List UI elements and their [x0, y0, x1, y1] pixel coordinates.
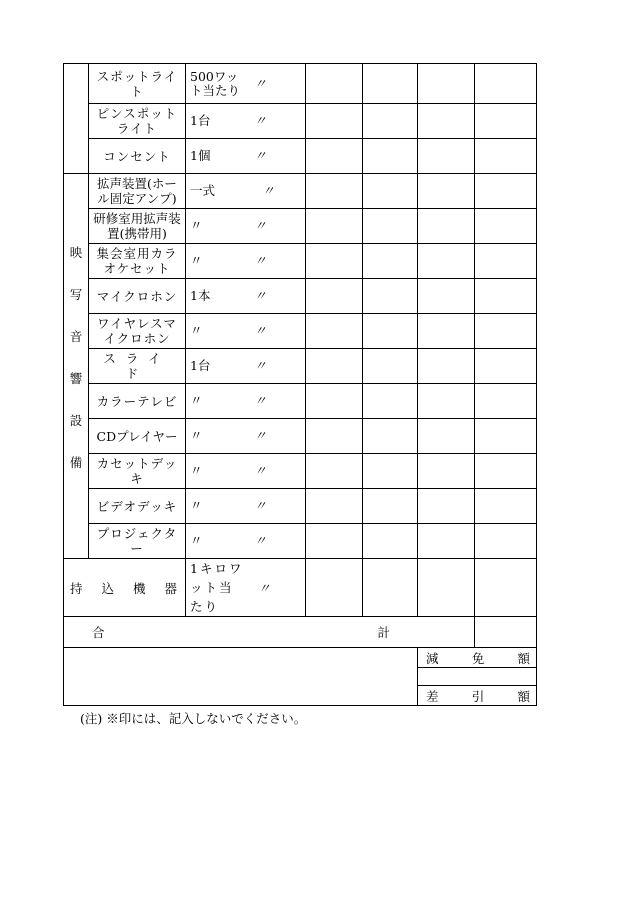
category-char: 音	[69, 329, 83, 344]
ditto-mark: 〃	[254, 533, 267, 548]
ditto-mark: 〃	[254, 358, 267, 373]
item-unit-cell	[186, 139, 306, 174]
item-unit: 一式	[190, 183, 216, 198]
fee-cell[interactable]	[363, 174, 418, 209]
ditto-mark: 〃	[254, 463, 267, 478]
table-row	[64, 244, 537, 279]
item-name: ワイヤレスマイクロホン	[89, 314, 186, 349]
item-name: 拡声装置(ホール固定アンプ)	[89, 174, 186, 209]
av-category-cell	[64, 174, 89, 559]
fee-cell[interactable]	[475, 384, 537, 419]
ditto-mark: 〃	[262, 183, 275, 198]
fee-cell[interactable]	[475, 244, 537, 279]
item-unit: 〃	[190, 218, 203, 233]
fee-cell[interactable]	[306, 524, 363, 559]
lighting-category-cell	[64, 64, 89, 174]
fee-cell[interactable]	[475, 174, 537, 209]
fee-cell[interactable]	[363, 314, 418, 349]
category-char: 備	[69, 455, 83, 470]
table-row	[64, 454, 537, 489]
fee-cell[interactable]	[475, 139, 537, 174]
item-unit-cell	[186, 244, 306, 279]
table-row	[64, 524, 537, 559]
table-row	[64, 139, 537, 174]
item-unit-cell	[186, 489, 306, 524]
ditto-mark: 〃	[254, 113, 267, 128]
fee-cell[interactable]	[363, 104, 418, 139]
item-unit-cell	[186, 209, 306, 244]
fee-cell[interactable]	[418, 419, 475, 454]
exemption-label-cell	[418, 648, 537, 668]
ditto-mark: 〃	[254, 428, 267, 443]
fee-cell[interactable]	[363, 349, 418, 384]
item-unit-cell	[186, 314, 306, 349]
item-unit: 〃	[190, 253, 203, 268]
exemption-value-cell[interactable]	[418, 668, 537, 686]
fee-cell[interactable]	[363, 244, 418, 279]
item-name: スライド	[89, 349, 186, 384]
fee-cell[interactable]	[418, 559, 475, 617]
fee-table	[63, 63, 537, 706]
carry-in-char: 機	[132, 580, 146, 596]
fee-cell[interactable]	[363, 64, 418, 104]
exemption-char: 減	[426, 650, 439, 666]
carry-in-label	[64, 559, 186, 617]
fee-cell[interactable]	[475, 489, 537, 524]
fee-cell[interactable]	[418, 174, 475, 209]
item-name: コンセント	[89, 139, 186, 174]
fee-cell[interactable]	[475, 64, 537, 104]
item-unit-cell	[186, 174, 306, 209]
item-unit-cell	[186, 454, 306, 489]
item-unit: 〃	[190, 428, 203, 443]
fee-cell[interactable]	[418, 209, 475, 244]
fee-cell[interactable]	[418, 524, 475, 559]
table-row	[64, 559, 537, 617]
table-row	[64, 104, 537, 139]
item-unit-cell	[186, 419, 306, 454]
ditto-mark: 〃	[254, 323, 267, 338]
fee-cell[interactable]	[363, 524, 418, 559]
category-char: 響	[69, 371, 83, 386]
item-unit-cell	[186, 64, 306, 104]
item-unit: 〃	[190, 393, 203, 408]
item-unit: 1本	[190, 288, 211, 303]
fee-cell[interactable]	[306, 349, 363, 384]
table-row	[64, 174, 537, 209]
table-row	[64, 314, 537, 349]
item-unit: 〃	[190, 533, 203, 548]
item-name: ピンスポットライト	[89, 104, 186, 139]
table-row	[64, 419, 537, 454]
total-label-left: 合	[92, 625, 105, 640]
fee-cell[interactable]	[418, 489, 475, 524]
fee-cell[interactable]	[306, 244, 363, 279]
fee-cell[interactable]	[363, 419, 418, 454]
item-unit-cell	[186, 559, 306, 617]
item-unit-cell	[186, 104, 306, 139]
fee-cell[interactable]	[418, 454, 475, 489]
fee-cell[interactable]	[363, 139, 418, 174]
fee-cell[interactable]	[418, 139, 475, 174]
fee-cell[interactable]	[363, 384, 418, 419]
item-unit-cell	[186, 384, 306, 419]
ditto-mark: 〃	[254, 148, 267, 163]
table-row	[64, 279, 537, 314]
item-unit-cell	[186, 279, 306, 314]
item-name: 研修室用拡声装置(携帯用)	[89, 209, 186, 244]
fee-cell[interactable]	[418, 349, 475, 384]
category-char: 設	[69, 413, 83, 428]
fee-cell[interactable]	[363, 279, 418, 314]
item-unit: 1台	[190, 358, 211, 373]
fee-cell[interactable]	[418, 384, 475, 419]
total-label-right: 計	[377, 625, 390, 640]
table-row	[64, 64, 537, 104]
item-unit: 1個	[190, 148, 211, 163]
item-name: スポットライト	[89, 64, 186, 104]
total-row	[64, 617, 537, 648]
table-row	[64, 209, 537, 244]
category-char: 写	[69, 287, 83, 302]
fee-cell[interactable]	[363, 559, 418, 617]
table-row	[64, 648, 537, 668]
item-unit: 1台	[190, 113, 211, 128]
category-char: 映	[69, 245, 83, 260]
remarks-cell[interactable]	[64, 648, 418, 706]
item-name: カセットデッキ	[89, 454, 186, 489]
table-row	[64, 349, 537, 384]
fee-cell[interactable]	[306, 139, 363, 174]
footnote: (注) ※印には、記入しないでください。	[80, 711, 307, 726]
item-name: ビデオデッキ	[89, 489, 186, 524]
item-unit: 1キロワット当たり	[190, 561, 244, 614]
item-name: マイクロホン	[89, 279, 186, 314]
item-unit: 〃	[190, 498, 203, 513]
fee-cell[interactable]	[363, 489, 418, 524]
item-unit: 〃	[190, 323, 203, 338]
fee-cell[interactable]	[475, 279, 537, 314]
item-name: 集会室用カラオケセット	[89, 244, 186, 279]
fee-cell[interactable]	[475, 419, 537, 454]
fee-cell[interactable]	[306, 209, 363, 244]
fee-cell[interactable]	[306, 174, 363, 209]
fee-cell[interactable]	[363, 209, 418, 244]
ditto-mark: 〃	[254, 253, 267, 268]
item-name: カラーテレビ	[89, 384, 186, 419]
item-unit-cell	[186, 524, 306, 559]
fee-cell[interactable]	[475, 524, 537, 559]
item-name: CDプレイヤー	[89, 419, 186, 454]
fee-cell[interactable]	[306, 279, 363, 314]
fee-cell[interactable]	[418, 244, 475, 279]
fee-cell[interactable]	[306, 419, 363, 454]
fee-cell[interactable]	[306, 384, 363, 419]
total-label-cell	[64, 617, 475, 648]
fee-cell[interactable]	[306, 559, 363, 617]
balance-label-cell	[418, 686, 537, 706]
balance-char: 額	[517, 688, 530, 704]
ditto-mark: 〃	[254, 288, 267, 303]
fee-cell[interactable]	[418, 279, 475, 314]
exemption-char: 免	[471, 650, 485, 666]
item-unit: 〃	[190, 463, 203, 478]
ditto-mark: 〃	[254, 498, 267, 513]
carry-in-char: 器	[164, 580, 177, 596]
carry-in-char: 込	[101, 580, 114, 596]
exemption-char: 額	[517, 650, 530, 666]
fee-cell[interactable]	[306, 454, 363, 489]
balance-char: 差	[426, 688, 439, 704]
table-row	[64, 489, 537, 524]
fee-cell[interactable]	[306, 104, 363, 139]
fee-cell[interactable]	[418, 104, 475, 139]
fee-cell[interactable]	[306, 489, 363, 524]
fee-cell[interactable]	[475, 454, 537, 489]
fee-cell[interactable]	[306, 64, 363, 104]
fee-cell[interactable]	[475, 209, 537, 244]
fee-cell[interactable]	[363, 454, 418, 489]
fee-cell[interactable]	[306, 314, 363, 349]
ditto-mark: 〃	[254, 75, 267, 91]
ditto-mark: 〃	[254, 393, 267, 408]
item-unit-cell	[186, 349, 306, 384]
balance-char: 引	[471, 688, 485, 704]
fee-cell[interactable]	[475, 559, 537, 617]
table-row	[64, 384, 537, 419]
ditto-mark: 〃	[258, 580, 271, 595]
ditto-mark: 〃	[254, 218, 267, 233]
carry-in-char: 持	[70, 580, 83, 596]
item-name: プロジェクター	[89, 524, 186, 559]
fee-cell[interactable]	[475, 104, 537, 139]
fee-cell[interactable]	[475, 349, 537, 384]
fee-cell[interactable]	[418, 64, 475, 104]
fee-cell[interactable]	[475, 314, 537, 349]
item-unit: 500ワット当たり	[190, 68, 241, 98]
total-value-cell[interactable]	[475, 617, 537, 648]
fee-cell[interactable]	[418, 314, 475, 349]
